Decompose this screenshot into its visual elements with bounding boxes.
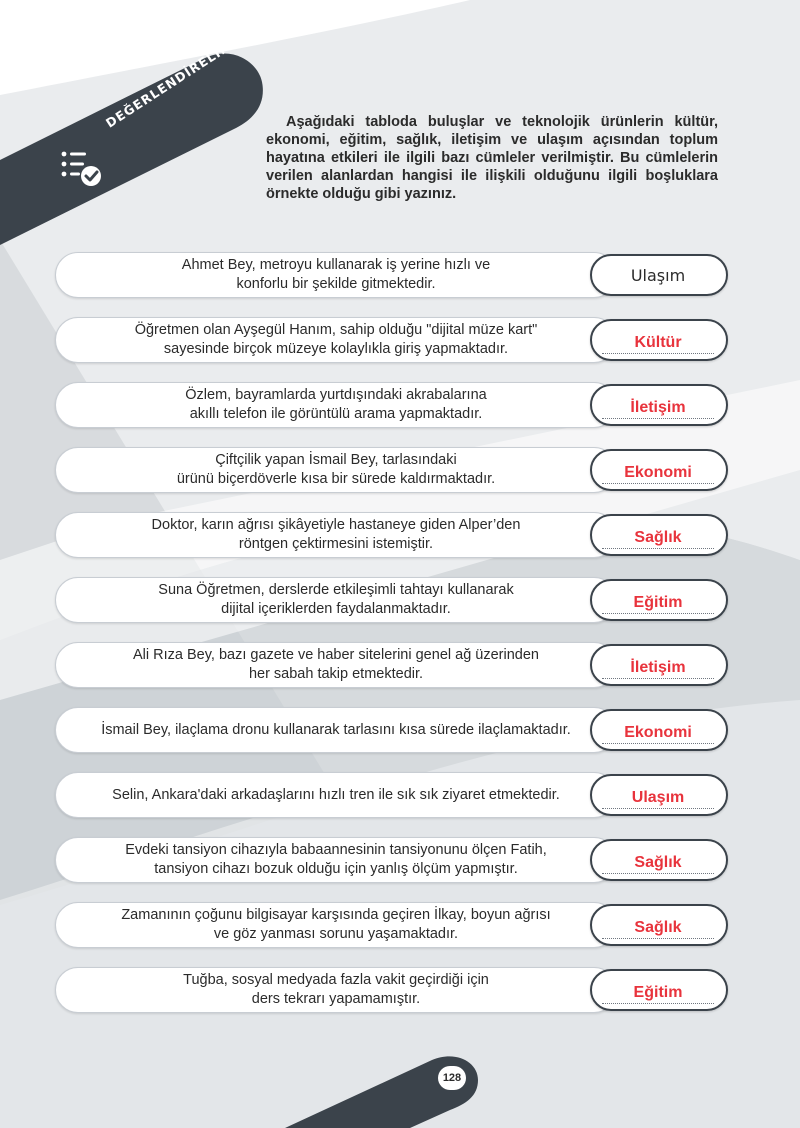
statement: Selin, Ankara'daki arkadaşlarını hızlı tren ile sık sık ziyaret etmektedir. — [55, 772, 617, 818]
question-row — [55, 382, 730, 430]
statement: Tuğba, sosyal medyada fazla vakit geçirdiği için ders tekrarı yapamamıştır. — [55, 967, 617, 1013]
question-row — [55, 772, 730, 820]
answer-field[interactable] — [590, 579, 728, 621]
question-row — [55, 447, 730, 495]
statement: Zamanının çoğunu bilgisayar karşısında geçiren İlkay, boyun ağrısı ve göz yanması sorunu yaşamaktadır. — [55, 902, 617, 948]
question-row — [55, 317, 730, 365]
question-row — [55, 837, 730, 885]
answer-text: Kültür — [634, 334, 682, 351]
answer-field[interactable] — [590, 254, 728, 296]
answer-text: Ekonomi — [624, 724, 692, 741]
question-row — [55, 707, 730, 755]
answer-field[interactable] — [590, 904, 728, 946]
answer-field[interactable] — [590, 969, 728, 1011]
statement: Öğretmen olan Ayşegül Hanım, sahip olduğu "dijital müze kart" sayesinde birçok müzeye kolaylıkla giriş yapmaktadır. — [55, 317, 617, 363]
statement: Ali Rıza Bey, bazı gazete ve haber sitelerini genel ağ üzerinden her sabah takip etmektedir. — [55, 642, 617, 688]
statement: Doktor, karın ağrısı şikâyetiyle hastaneye giden Alper’den röntgen çektirmesini istemiştir. — [55, 512, 617, 558]
answer-field[interactable] — [590, 839, 728, 881]
answer-field[interactable] — [590, 709, 728, 751]
answer-text: Sağlık — [634, 919, 682, 936]
answer-field[interactable] — [590, 774, 728, 816]
answer-text: Ulaşım — [631, 789, 685, 806]
question-row — [55, 967, 730, 1015]
instructions-text: Aşağıdaki tabloda buluşlar ve teknolojik ürünlerin kültür, ekonomi, eğitim, sağlık, iletişim ve ulaşım açısından toplum hayatına etkileri ile ilgili bazı cümleler verilmiştir. Bu cümlelerin verilen alanlardan hangisi ile ilişkili olduğunu ilgili boşluklara örnekte olduğu gibi yazınız. — [266, 114, 718, 202]
statement: Özlem, bayramlarda yurtdışındaki akrabalarına akıllı telefon ile görüntülü arama yapmaktadır. — [55, 382, 617, 428]
answer-field[interactable] — [590, 449, 728, 491]
question-row — [55, 512, 730, 560]
answer-text: Sağlık — [634, 854, 682, 871]
answer-field[interactable] — [590, 384, 728, 426]
answer-text: Ulaşım — [630, 265, 686, 285]
statement: Ahmet Bey, metroyu kullanarak iş yerine hızlı ve konforlu bir şekilde gitmektedir. — [55, 252, 617, 298]
question-row — [55, 577, 730, 625]
answer-field[interactable] — [590, 644, 728, 686]
statement: Evdeki tansiyon cihazıyla babaannesinin tansiyonunu ölçen Fatih, tansiyon cihazı bozuk olduğu için yanlış ölçüm yapmıştır. — [55, 837, 617, 883]
statement: Suna Öğretmen, derslerde etkileşimli tahtayı kullanarak dijital içeriklerden faydalanmaktadır. — [55, 577, 617, 623]
answer-field[interactable] — [590, 319, 728, 361]
page-number: 128 — [438, 1066, 466, 1090]
answer-text: Ekonomi — [624, 464, 692, 481]
answer-text: Eğitim — [633, 984, 683, 1001]
statement: Çiftçilik yapan İsmail Bey, tarlasındaki ürünü biçerdöverle kısa bir sürede kaldırmaktadır. — [55, 447, 617, 493]
answer-text: Sağlık — [634, 529, 682, 546]
question-row — [55, 642, 730, 690]
question-row — [55, 252, 730, 300]
question-row — [55, 902, 730, 950]
answer-text: İletişim — [630, 659, 686, 676]
answer-field[interactable] — [590, 514, 728, 556]
statement: İsmail Bey, ilaçlama dronu kullanarak tarlasını kısa sürede ilaçlamaktadır. — [55, 707, 617, 753]
answer-text: Eğitim — [633, 594, 683, 611]
answer-text: İletişim — [630, 399, 686, 416]
checklist-icon — [58, 148, 104, 190]
section-badge: DEĞERLENDİRELİM — [103, 37, 235, 131]
